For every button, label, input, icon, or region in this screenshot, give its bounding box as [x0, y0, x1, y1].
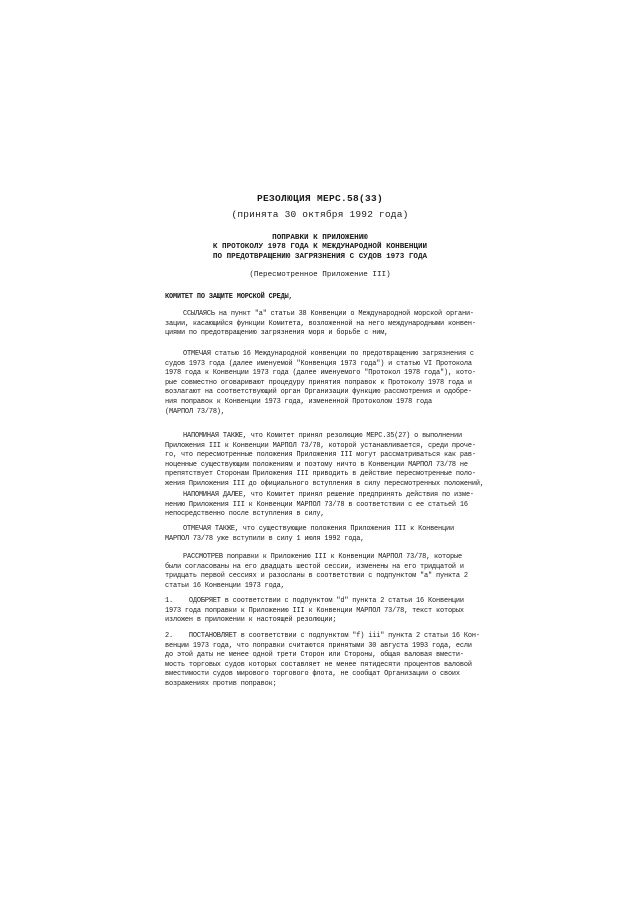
paragraph-line: (МАРПОЛ 73/78), — [165, 407, 225, 416]
paragraph-line: мость торговых судов которых составляет не менее пятидесяти процентов валовой — [165, 660, 472, 669]
paragraph-line: были согласованы на его двадцать шестой сессии, изменены на его тридцатой и — [165, 562, 464, 571]
adoption-date: (принята 30 октября 1992 года) — [231, 209, 409, 220]
paragraph-line: возражениях против поправок; — [165, 679, 277, 688]
paragraph-line: НАПОМИНАЯ ТАКЖЕ, что Комитет принял резолюцию МЕРС.35(27) о выполнении — [183, 432, 462, 440]
paragraph-noting — [165, 350, 517, 417]
paragraph-line: РАССМОТРЕВ поправки к Приложению III к Конвенции МАРПОЛ 73/78, которые — [183, 553, 462, 561]
paragraph-line: МАРПОЛ 73/78 уже вступили в силу 1 июля 1992 года, — [165, 534, 365, 543]
paragraph-noting-also — [165, 525, 517, 544]
paragraph-line: изложен в приложении к настоящей резолюции; — [165, 616, 337, 625]
paragraph-line: 1973 года поправки к Приложению III к Конвенции МАРПОЛ 73/78, текст которых — [165, 606, 464, 615]
paragraph-line: рые совместно оговаривают процедуру принятия поправок к Протоколу 1978 года и — [165, 378, 472, 387]
heading-line: К ПРОТОКОЛУ 1978 ГОДА К МЕЖДУНАРОДНОЙ КОНВЕНЦИИ — [212, 243, 428, 252]
paragraph-having-considered — [165, 553, 517, 591]
paragraph-line: жения Приложения III до официального вступления в силу пересмотренных положений, — [165, 479, 484, 488]
committee-line: КОМИТЕТ ПО ЗАЩИТЕ МОРСКОЙ СРЕДЫ, — [165, 293, 293, 301]
paragraph-recalling-further — [165, 491, 517, 520]
paragraph-line: го, что пересмотренные положения Приложения III могут рассматриваться как рав- — [165, 451, 476, 460]
paragraph-line: ноценные существующим положениям и поэтому ничто в Конвенции МАРПОЛ 73/78 не — [165, 460, 468, 469]
amendments-heading — [0, 234, 640, 262]
paragraph-line: ния поправок к Конвенции 1973 года, измененной Протоколом 1978 года — [165, 397, 432, 406]
heading-line: ПО ПРЕДОТВРАЩЕНИЮ ЗАГРЯЗНЕНИЯ С СУДОВ 1973 ГОДА — [212, 252, 428, 261]
operative-paragraph-2 — [165, 632, 517, 690]
resolution-title: РЕЗОЛЮЦИЯ МЕРС.58(33) — [256, 193, 384, 204]
paragraph-recalling-also — [165, 432, 517, 490]
paragraph-line: тридцать первой сессиях и разосланы в соответствии с подпунктом "а" пункта 2 — [165, 572, 468, 581]
paragraph-line: венции 1973 года, что поправки считаются принятыми 30 августа 1993 года, если — [165, 641, 472, 650]
paragraph-line: ССЫЛАЯСЬ на пункт "а" статьи 38 Конвенции о Международной морской органи- — [183, 310, 474, 318]
paragraph-line: зации, касающийся функции Комитета, возложенной на него международными конвен- — [165, 319, 476, 328]
paragraph-line: до этой даты не менее одной трети Сторон или Стороны, общая валовая вмести- — [165, 651, 464, 660]
paragraph-line: вместимости судов мирового торгового флота, не сообщат Организации о своих — [165, 670, 460, 679]
operative-paragraph-1 — [165, 597, 517, 626]
paragraph-line: препятствует Сторонам Приложения III приводить в действие пересмотренные поло- — [165, 470, 476, 479]
paragraph-line: судов 1973 года (далее именуемой "Конвенция 1973 года") и статью VI Протокола — [165, 359, 472, 368]
paragraph-line: НАПОМИНАЯ ДАЛЕЕ, что Комитет принял решение предпринять действия по изме- — [183, 491, 474, 499]
paragraph-line: нению Приложения III к Конвенции МАРПОЛ 73/78 в соответствии с ее статьей 16 — [165, 500, 468, 509]
paragraph-line: статьи 16 Конвенции 1973 года, — [165, 581, 285, 590]
paragraph-line: 2. ПОСТАНОВЛЯЕТ в соответствии с подпунктом "f) iii" пункта 2 статьи 16 Кон- — [165, 632, 480, 640]
paragraph-line: циями по предотвращению загрязнения моря и борьбе с ним, — [165, 329, 389, 338]
paragraph-line: 1. ОДОБРЯЕТ в соответствии с подпунктом "d" пункта 2 статьи 16 Конвенции — [165, 597, 464, 605]
paragraph-line: возлагают на соответствующий орган Организации функцию рассмотрения и одобре- — [165, 388, 472, 397]
paragraph-line: 1978 года к Конвенции 1973 года (далее именуемого "Протокол 1978 года"), кото- — [165, 369, 476, 378]
paragraph-line: Приложения III к Конвенции МАРПОЛ 73/78, которой устанавливается, среди проче- — [165, 441, 476, 450]
paragraph-recalling — [165, 310, 517, 339]
paragraph-line: ОТМЕЧАЯ статью 16 Международной конвенции по предотвращению загрязнения с — [183, 350, 474, 358]
paragraph-line: ОТМЕЧАЯ ТАКЖЕ, что существующие положения Приложения III к Конвенции — [183, 525, 454, 533]
heading-subtitle: (Пересмотренное Приложение III) — [249, 271, 391, 279]
heading-line: ПОПРАВКИ К ПРИЛОЖЕНИЮ — [272, 234, 368, 242]
paragraph-line: непосредственно после вступления в силу, — [165, 510, 325, 519]
